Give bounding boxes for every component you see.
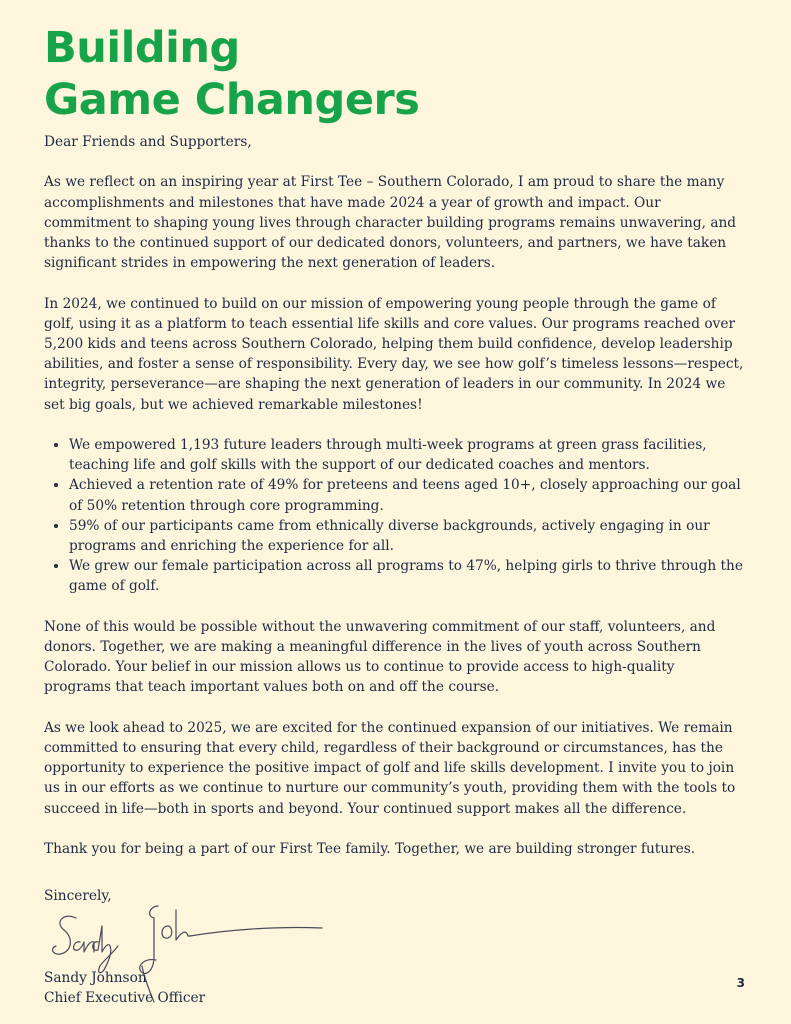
page-title bbox=[44, 22, 419, 126]
paragraph-intro: As we reflect on an inspiring year at First Tee – Southern Colorado, I am proud to share the many accomplishments and milestones that have made 2024 a year of growth and impact. Our commitment to shaping young lives through character building programs remains unwavering, and thanks to the continued support of our dedicated donors, volunteers, and partners, we have taken significant strides in empowering the next generation of leaders. bbox=[44, 174, 737, 272]
list-item: • 59% of our participants came from ethnically diverse backgrounds, actively engaging in our programs and enriching the experience for all. bbox=[69, 516, 744, 556]
signer-block bbox=[44, 968, 205, 1008]
paragraph-looking-ahead: As we look ahead to 2025, we are excited for the continued expansion of our initiatives. We remain committed to ensuring that every child, regardless of their background or circumstances, has the opportunity to experience the positive impact of golf and life skills development. I invite you to join us in our efforts as we continue to nurture our community’s youth, providing them with the tools to succeed in life—both in sports and beyond. Your continued support makes all the difference. bbox=[44, 719, 736, 817]
signer-role: Chief Executive Officer bbox=[44, 990, 206, 1007]
paragraph-mission: In 2024, we continued to build on our mission of empowering young people through the game of golf, using it as a platform to teach essential life skills and core values. Our programs reached over 5,200 kids and teens across Southern Colorado, helping them build confidence, develop leadership abilities, and foster a sense of responsibility. Every day, we see how golf’s timeless lessons—respect, integrity, perseverance—are shaping the next generation of leaders in our community. In 2024 we set big goals, but we achieved remarkable milestones! bbox=[44, 295, 744, 413]
list-item: • We grew our female participation across all programs to 47%, helping girls to thrive through the game of golf. bbox=[69, 556, 744, 596]
closing: Sincerely, bbox=[44, 888, 112, 904]
paragraph-thanks-staff: None of this would be possible without the unwavering commitment of our staff, volunteers, and donors. Together, we are making a meaningful difference in the lives of youth across Southern Colorado. Your belief in our mission allows us to continue to provide access to high-quality programs that teach important values both on and off the course. bbox=[44, 618, 716, 696]
list-item: • We empowered 1,193 future leaders through multi-week programs at green grass facilities, teaching life and golf skills with the support of our dedicated coaches and mentors. bbox=[69, 435, 744, 475]
greeting: Dear Friends and Supporters, bbox=[44, 134, 252, 150]
title-line-2: Game Changers bbox=[44, 75, 420, 125]
signer-name: Sandy Johnson bbox=[44, 970, 147, 986]
title-line-1: Building bbox=[44, 23, 240, 73]
milestones-list bbox=[44, 435, 744, 597]
paragraph-thank-you: Thank you for being a part of our First Tee family. Together, we are building stronger futures. bbox=[44, 841, 696, 858]
letter-body bbox=[44, 132, 744, 879]
page-number: 3 bbox=[736, 976, 745, 990]
list-item: • Achieved a retention rate of 49% for preteens and teens aged 10+, closely approaching our goal of 50% retention through core programming. bbox=[69, 475, 744, 515]
